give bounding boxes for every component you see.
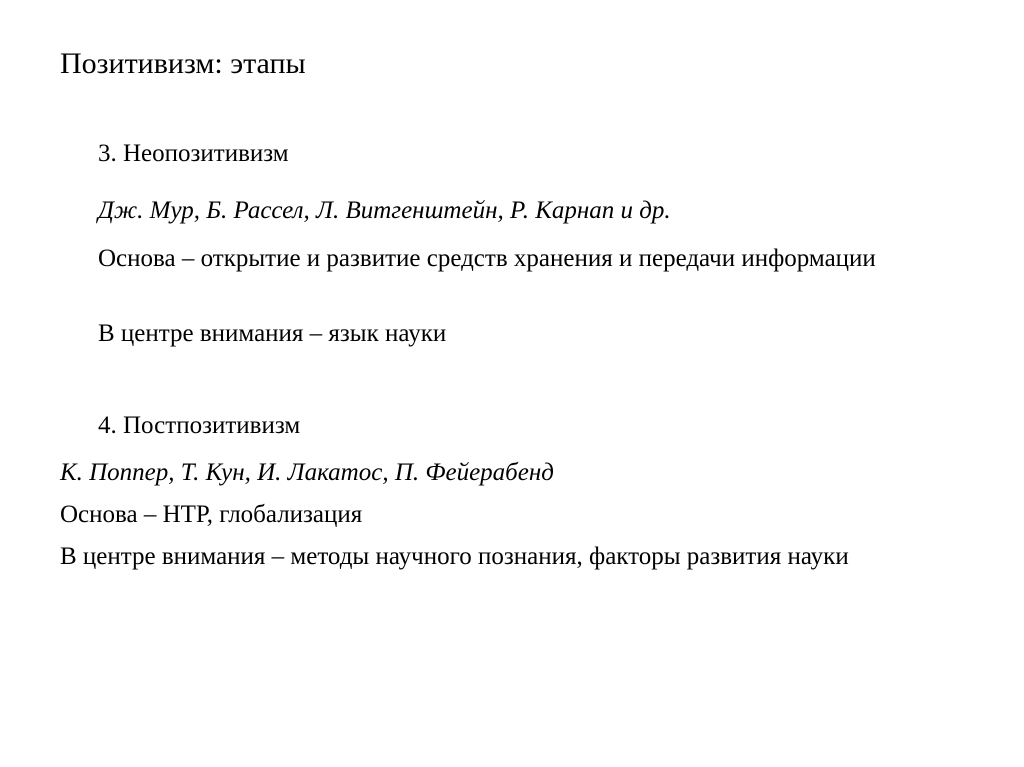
slide-title: Позитивизм: этапы [60, 47, 306, 80]
section4-basis: Основа – НТР, глобализация [60, 501, 363, 528]
section4-heading: 4. Постпозитивизм [98, 412, 301, 439]
section4-focus: В центре внимания – методы научного познания, факторы развития науки [60, 543, 849, 570]
section3-focus: В центре внимания – язык науки [98, 320, 447, 347]
section3-basis: Основа – открытие и развитие средств хранения и передачи информации [98, 245, 876, 272]
section3-heading: 3. Неопозитивизм [98, 140, 289, 167]
section4-authors: К. Поппер, Т. Кун, И. Лакатос, П. Фейерабенд [60, 459, 554, 486]
section3-authors: Дж. Мур, Б. Рассел, Л. Витгенштейн, Р. Карнап и др. [98, 197, 671, 224]
